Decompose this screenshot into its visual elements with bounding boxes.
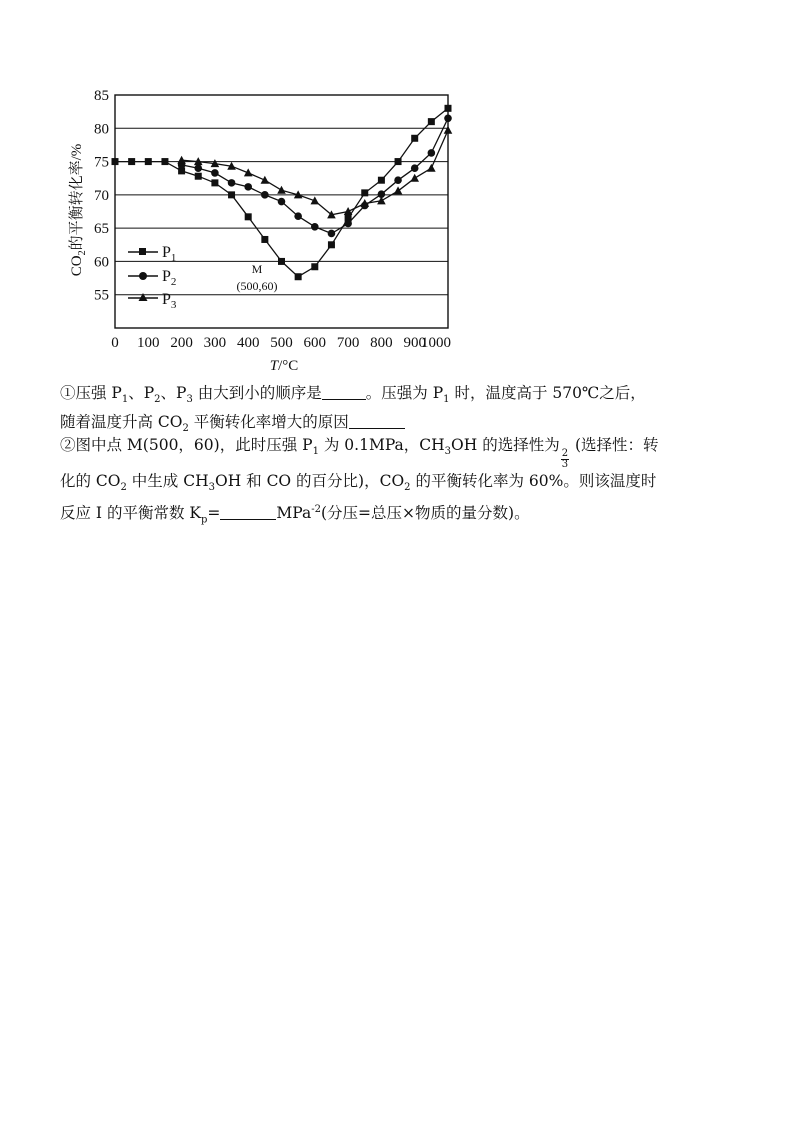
x-tick-600: 600 <box>303 335 327 351</box>
point-p2-250 <box>194 164 202 172</box>
x-tick-200: 200 <box>170 335 193 351</box>
point-p3-200 <box>177 156 186 164</box>
point-p1-800 <box>378 177 385 184</box>
question-2-line-3: 反应 I 的平衡常数 $K_p= MPa^{-2}$(分压=总压×物质的量分数)。 <box>60 504 530 526</box>
y-tick-55: 55 <box>94 287 109 304</box>
point-p2-900 <box>411 164 419 172</box>
point-p1-250 <box>195 173 202 180</box>
y-axis-title: $CO_2$的平衡转化率/% <box>69 143 88 277</box>
y-tick-75: 75 <box>94 154 109 171</box>
point-p3-450 <box>261 176 270 184</box>
legend <box>128 244 177 311</box>
point-p1-750 <box>361 189 368 196</box>
point-p1-450 <box>261 236 268 243</box>
y-tick-60: 60 <box>94 254 109 271</box>
x-tick-400: 400 <box>236 335 260 351</box>
point-p3-950 <box>427 164 436 172</box>
chart <box>0 0 800 380</box>
y-tick-85: 85 <box>94 88 109 104</box>
answer-blank-order[interactable] <box>322 384 366 400</box>
question-2-line-1: ②图中点 M(500，60)，此时压强 $P_1$ 为 0.1MPa，$CH_3OH$ 的选择性为 $\frac{2}{3}$ (选择性：转 <box>60 436 659 470</box>
point-p2-1000 <box>444 115 452 123</box>
legend-p1-label: $P_1$ <box>162 244 177 264</box>
point-p1-650 <box>328 241 335 248</box>
point-p2-350 <box>228 179 236 187</box>
point-p2-400 <box>244 183 252 191</box>
x-tick-500: 500 <box>270 335 293 351</box>
point-p1-50 <box>128 158 135 165</box>
fraction-selectivity: $\frac{2}{3}$ <box>561 448 569 470</box>
x-tick-0: 0 <box>111 335 119 351</box>
point-p1-850 <box>395 158 402 165</box>
point-p1-500 <box>278 258 285 265</box>
point-p3-500 <box>277 186 286 194</box>
y-tick-65: 65 <box>94 221 109 238</box>
point-p1-550 <box>295 273 302 280</box>
point-p1-950 <box>428 118 435 125</box>
point-p2-300 <box>211 169 219 177</box>
point-p1-100 <box>145 158 152 165</box>
question-1-line-2: 随着温度升高 $CO_2$ 平衡转化率增大的原因 <box>60 411 760 440</box>
annotation-m-label: M <box>251 262 263 276</box>
point-p1-900 <box>411 135 418 142</box>
point-p1-300 <box>211 179 218 186</box>
question-1 <box>60 382 760 440</box>
x-tick-labels <box>111 335 451 351</box>
point-p3-800 <box>377 196 386 204</box>
point-p1-350 <box>228 191 235 198</box>
x-tick-300: 300 <box>203 335 227 351</box>
legend-p3-label: $P_3$ <box>162 291 177 311</box>
legend-p3-marker <box>139 293 148 301</box>
y-tick-labels <box>94 88 109 304</box>
y-tick-80: 80 <box>94 121 109 138</box>
x-axis-title: T/°C <box>269 358 299 374</box>
point-p3-700 <box>344 207 353 215</box>
point-p3-850 <box>394 186 403 194</box>
point-p2-950 <box>428 149 436 157</box>
legend-p2-marker <box>139 272 147 280</box>
series-line-p2 <box>182 118 448 233</box>
point-p2-450 <box>261 191 269 199</box>
question-1-line-1: ①压强 $P_1$、$P_2$、$P_3$ 由大到小的顺序是 。压强为 $P_1$ 时，温度高于 570℃之后， <box>60 384 646 406</box>
point-p3-1000 <box>444 126 453 134</box>
point-p1-0 <box>112 158 119 165</box>
annotation-m <box>237 262 278 293</box>
x-tick-100: 100 <box>137 335 160 351</box>
point-p1-400 <box>245 213 252 220</box>
point-p2-850 <box>394 176 402 184</box>
answer-blank-kp[interactable] <box>220 504 276 520</box>
annotation-m-coords: (500,60) <box>236 279 278 293</box>
y-tick-70: 70 <box>94 187 109 204</box>
point-p2-500 <box>278 198 286 206</box>
point-p1-150 <box>161 158 168 165</box>
legend-p1-marker <box>139 248 146 255</box>
x-tick-900: 900 <box>403 335 426 351</box>
point-p2-550 <box>294 212 302 220</box>
point-p2-600 <box>311 223 319 231</box>
question-2 <box>60 434 760 531</box>
point-p3-400 <box>244 168 253 176</box>
point-p1-1000 <box>445 105 452 112</box>
legend-p2-label: $P_2$ <box>162 268 177 288</box>
point-p2-650 <box>328 230 336 238</box>
answer-blank-reason[interactable] <box>349 413 405 429</box>
x-tick-700: 700 <box>336 335 360 351</box>
point-p2-700 <box>344 220 352 228</box>
x-tick-1000: 1000 <box>421 335 451 351</box>
point-p3-900 <box>410 174 419 182</box>
series-p2 <box>178 115 452 238</box>
point-p1-600 <box>311 263 318 270</box>
x-tick-800: 800 <box>370 335 393 351</box>
question-2-line-2: 化的 $CO_2$ 中生成 $CH_3OH$ 和 CO 的百分比)，$CO_2$ 的平衡转化率为 60%。则该温度时 <box>60 472 657 494</box>
